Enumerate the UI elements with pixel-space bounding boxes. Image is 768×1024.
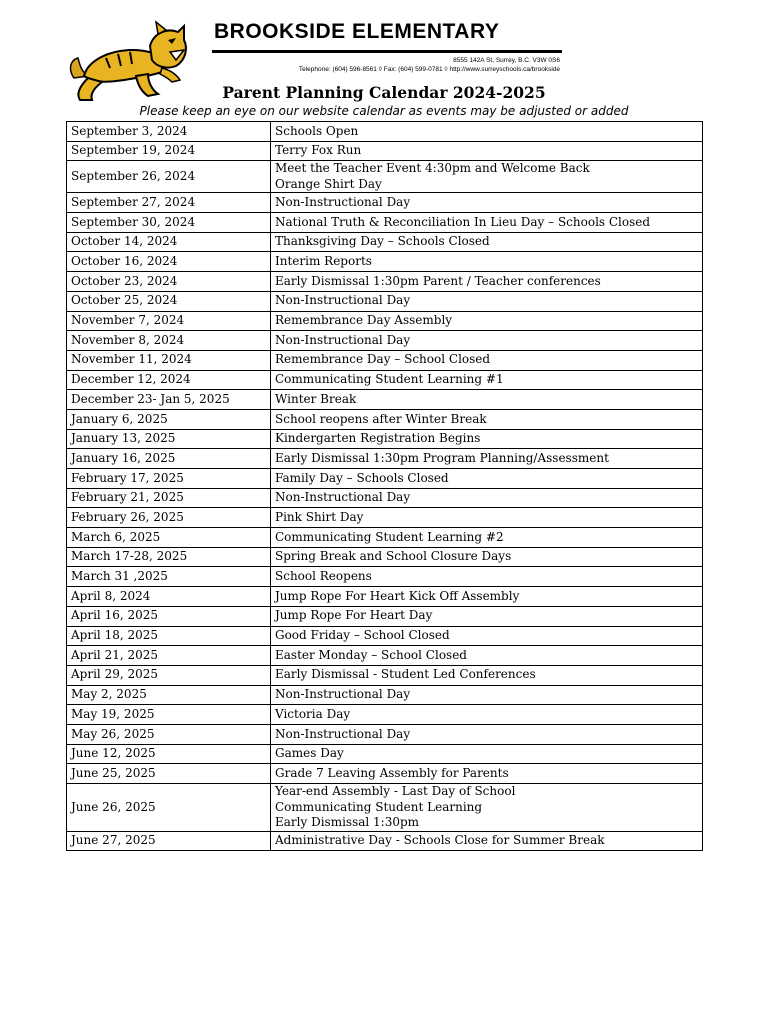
event-date: September 19, 2024: [67, 141, 271, 161]
event-date: November 7, 2024: [67, 311, 271, 331]
event-description-line: Early Dismissal - Student Led Conferences: [275, 667, 536, 682]
table-row: [67, 784, 703, 832]
event-description-line: School Reopens: [275, 569, 372, 584]
table-row: [67, 547, 703, 567]
event-description-line: Jump Rope For Heart Day: [275, 608, 433, 623]
event-description: [271, 469, 703, 489]
event-description-line: Terry Fox Run: [275, 143, 362, 158]
event-date: April 16, 2025: [67, 606, 271, 626]
event-description-line: Early Dismissal 1:30pm Program Planning/Assessment: [275, 450, 609, 465]
event-description-line: Schools Open: [275, 123, 359, 138]
event-description-line: Grade 7 Leaving Assembly for Parents: [275, 765, 509, 780]
table-row: [67, 528, 703, 548]
event-description-line: Games Day: [275, 746, 344, 761]
event-description: [271, 193, 703, 213]
event-date: April 21, 2025: [67, 646, 271, 666]
event-description-line: Meet the Teacher Event 4:30pm and Welcome Back: [275, 161, 590, 176]
event-date: September 27, 2024: [67, 193, 271, 213]
event-description: [271, 665, 703, 685]
table-row: [67, 311, 703, 331]
event-description-line: Remembrance Day Assembly: [275, 313, 453, 328]
event-description: [271, 429, 703, 449]
event-description-line: Non-Instructional Day: [275, 194, 411, 209]
table-row: [67, 449, 703, 469]
table-row: [67, 232, 703, 252]
event-description: [271, 449, 703, 469]
event-description-line: Communicating Student Learning #1: [275, 372, 504, 387]
event-date: June 25, 2025: [67, 764, 271, 784]
table-row: [67, 469, 703, 489]
event-date: March 6, 2025: [67, 528, 271, 548]
event-description: [271, 350, 703, 370]
event-description-line: Jump Rope For Heart Kick Off Assembly: [275, 588, 520, 603]
table-row: [67, 390, 703, 410]
event-date: May 26, 2025: [67, 724, 271, 744]
table-row: [67, 291, 703, 311]
event-date: June 26, 2025: [67, 784, 271, 832]
event-description: [271, 724, 703, 744]
event-description: [271, 784, 703, 832]
event-date: December 12, 2024: [67, 370, 271, 390]
table-row: [67, 370, 703, 390]
event-description-line: Family Day – Schools Closed: [275, 470, 449, 485]
event-description-line: Non-Instructional Day: [275, 332, 411, 347]
table-row: [67, 122, 703, 142]
event-description: [271, 587, 703, 607]
table-row: [67, 350, 703, 370]
event-date: November 8, 2024: [67, 331, 271, 351]
event-date: January 13, 2025: [67, 429, 271, 449]
event-description: [271, 508, 703, 528]
event-date: October 14, 2024: [67, 232, 271, 252]
event-description: [271, 213, 703, 233]
event-description-line: Thanksgiving Day – Schools Closed: [275, 234, 490, 249]
event-description: [271, 409, 703, 429]
table-row: [67, 272, 703, 292]
event-description-line: Non-Instructional Day: [275, 490, 411, 505]
event-description: [271, 488, 703, 508]
table-row: [67, 831, 703, 851]
table-row: [67, 606, 703, 626]
table-row: [67, 429, 703, 449]
table-row: [67, 488, 703, 508]
event-description: [271, 161, 703, 193]
event-description-line: Year-end Assembly - Last Day of School: [275, 784, 516, 798]
school-address: 8555 142A St, Surrey, B.C. V3W 0S6: [453, 57, 560, 64]
event-date: February 17, 2025: [67, 469, 271, 489]
event-description: [271, 685, 703, 705]
event-description: [271, 291, 703, 311]
event-description-line: Spring Break and School Closure Days: [275, 549, 512, 564]
event-date: February 26, 2025: [67, 508, 271, 528]
event-date: October 23, 2024: [67, 272, 271, 292]
events-table: [66, 121, 703, 851]
table-row: [67, 409, 703, 429]
event-date: September 30, 2024: [67, 213, 271, 233]
event-description: [271, 831, 703, 851]
event-date: May 19, 2025: [67, 705, 271, 725]
event-date: February 21, 2025: [67, 488, 271, 508]
event-description-line: Non-Instructional Day: [275, 726, 411, 741]
header-divider: [212, 50, 562, 53]
table-row: [67, 724, 703, 744]
event-description-line: Pink Shirt Day: [275, 509, 364, 524]
event-date: April 29, 2025: [67, 665, 271, 685]
event-description: [271, 272, 703, 292]
table-row: [67, 685, 703, 705]
event-date: March 31 ,2025: [67, 567, 271, 587]
event-description: [271, 528, 703, 548]
event-description-line: Kindergarten Registration Begins: [275, 431, 481, 446]
table-row: [67, 508, 703, 528]
table-row: [67, 744, 703, 764]
school-contact: Telephone: (604) 596-8561 ◊ Fax: (604) 599-0781 ◊ http://www.surreyschools.ca/brookside: [298, 66, 560, 73]
event-description: [271, 331, 703, 351]
table-row: [67, 252, 703, 272]
event-description-line: Remembrance Day – School Closed: [275, 352, 491, 367]
event-description: [271, 232, 703, 252]
event-description-line: Winter Break: [275, 391, 357, 406]
table-row: [67, 161, 703, 193]
event-description: [271, 646, 703, 666]
event-description: [271, 311, 703, 331]
event-description: [271, 122, 703, 142]
events-table-body: [67, 122, 703, 851]
event-date: May 2, 2025: [67, 685, 271, 705]
event-date: November 11, 2024: [67, 350, 271, 370]
page-title: Parent Planning Calendar 2024-2025: [222, 83, 546, 102]
event-description-line: Orange Shirt Day: [275, 176, 382, 191]
table-row: [67, 705, 703, 725]
event-date: September 26, 2024: [67, 161, 271, 193]
table-row: [67, 193, 703, 213]
table-row: [67, 587, 703, 607]
event-description-line: Interim Reports: [275, 254, 372, 269]
event-description: [271, 370, 703, 390]
event-description: [271, 390, 703, 410]
event-description-line: School reopens after Winter Break: [275, 411, 487, 426]
table-row: [67, 665, 703, 685]
event-date: June 27, 2025: [67, 831, 271, 851]
event-date: April 8, 2024: [67, 587, 271, 607]
event-description: [271, 567, 703, 587]
event-description: [271, 141, 703, 161]
event-description: [271, 252, 703, 272]
event-date: January 6, 2025: [67, 409, 271, 429]
event-date: September 3, 2024: [67, 122, 271, 142]
event-description-line: Easter Monday – School Closed: [275, 647, 467, 662]
event-description: [271, 606, 703, 626]
event-date: October 16, 2024: [67, 252, 271, 272]
event-date: June 12, 2025: [67, 744, 271, 764]
event-description: [271, 626, 703, 646]
event-description-line: Communicating Student Learning: [275, 799, 483, 814]
event-date: April 18, 2025: [67, 626, 271, 646]
event-description-line: Good Friday – School Closed: [275, 628, 450, 643]
page-subtitle: Please keep an eye on our website calendar as events may be adjusted or added: [139, 104, 629, 118]
event-description-line: Communicating Student Learning #2: [275, 529, 504, 544]
event-description: [271, 744, 703, 764]
table-row: [67, 141, 703, 161]
event-description-line: Early Dismissal 1:30pm Parent / Teacher conferences: [275, 273, 601, 288]
event-description: [271, 547, 703, 567]
table-row: [67, 331, 703, 351]
table-row: [67, 567, 703, 587]
event-description-line: Administrative Day - Schools Close for Summer Break: [275, 833, 605, 848]
event-description-line: Early Dismissal 1:30pm: [275, 815, 420, 829]
event-date: March 17-28, 2025: [67, 547, 271, 567]
event-description-line: Non-Instructional Day: [275, 293, 411, 308]
event-date: December 23- Jan 5, 2025: [67, 390, 271, 410]
event-description-line: Non-Instructional Day: [275, 687, 411, 702]
table-row: [67, 764, 703, 784]
event-description: [271, 764, 703, 784]
table-row: [67, 626, 703, 646]
event-date: January 16, 2025: [67, 449, 271, 469]
event-description-line: National Truth & Reconciliation In Lieu Day – Schools Closed: [275, 214, 651, 229]
table-row: [67, 213, 703, 233]
event-description: [271, 705, 703, 725]
event-date: October 25, 2024: [67, 291, 271, 311]
school-name: BROOKSIDE ELEMENTARY: [214, 20, 500, 43]
event-description-line: Victoria Day: [275, 706, 351, 721]
table-row: [67, 646, 703, 666]
